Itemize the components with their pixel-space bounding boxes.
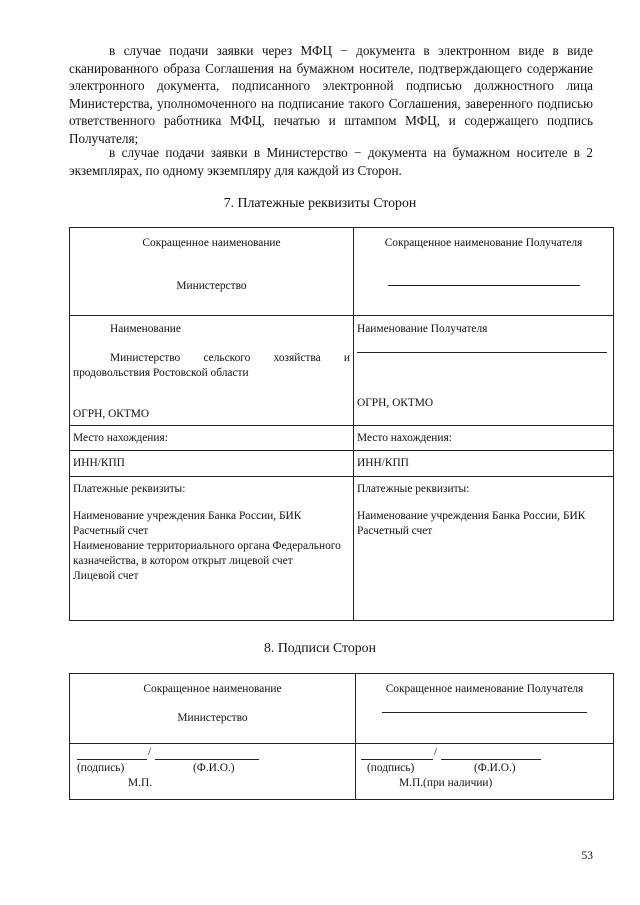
sig-cell-left: [70, 744, 356, 800]
sig-right-short-name-blank: [382, 700, 587, 713]
left-name-value: Министерство сельского хозяйства и продовольствия Ростовской области: [73, 352, 350, 379]
left-location-label: Место нахождения:: [70, 426, 354, 451]
sig-right-signature-label: (подпись): [367, 762, 415, 774]
sig-cell-left-short-name: [70, 674, 356, 744]
sig-left-fio-label: (Ф.И.О.): [193, 762, 235, 774]
left-treasury-label: Наименование территориального органа Федерального казначейства, в котором открыт лицевой счет: [73, 540, 341, 567]
sig-left-blank-lines: /: [73, 746, 352, 760]
left-account-label: Расчетный счет: [73, 525, 149, 537]
cell-right-name: [354, 316, 614, 426]
cell-left-name: [70, 316, 354, 426]
sig-cell-right-short-name: [356, 674, 614, 744]
section-7-title: 7. Платежные реквизиты Сторон: [223, 195, 417, 210]
cell-left-payment: [70, 477, 354, 621]
sig-right-short-name-label: Сокращенное наименование Получателя: [385, 683, 584, 695]
table-row: [70, 451, 614, 477]
sig-right-signature-line: [361, 746, 433, 760]
left-payment-label: Платежные реквизиты:: [73, 483, 186, 495]
left-ogrn-label: ОГРН, ОКТМО: [73, 408, 150, 420]
left-inn-label: ИНН/КПП: [70, 451, 354, 477]
signatures-table: [69, 673, 614, 800]
table-row: [70, 426, 614, 451]
sig-left-signature-line: [77, 746, 147, 760]
sig-left-stamp: М.П.: [128, 777, 153, 789]
table-row: [70, 477, 614, 621]
sig-left-short-name-label: Сокращенное наименование: [143, 683, 282, 695]
table-row: [70, 228, 614, 316]
right-account-label: Расчетный счет: [357, 525, 433, 537]
section-8-title: 8. Подписи Сторон: [264, 640, 376, 655]
right-ogrn-label: ОГРН, ОКТМО: [357, 397, 434, 409]
sig-right-fio-line: [441, 746, 541, 760]
payment-details-table: [69, 227, 614, 621]
page-number: 53: [581, 850, 593, 862]
right-payment-label: Платежные реквизиты:: [357, 483, 470, 495]
cell-left-short-name: [70, 228, 354, 316]
sig-cell-right: [356, 744, 614, 800]
right-bank-label: Наименование учреждения Банка России, БИК: [357, 510, 586, 522]
sig-left-signature-label: (подпись): [77, 762, 125, 774]
left-short-name-label: Сокращенное наименование: [142, 237, 281, 249]
table-row: [70, 674, 614, 744]
table-row: [70, 316, 614, 426]
sig-left-fio-line: [155, 746, 259, 760]
right-inn-label: ИНН/КПП: [354, 451, 614, 477]
sig-right-fio-label: (Ф.И.О.): [474, 762, 516, 774]
sig-left-short-name-value: Министерство: [177, 712, 248, 724]
right-name-label: Наименование Получателя: [357, 323, 488, 335]
cell-right-payment: [354, 477, 614, 621]
cell-right-short-name: [354, 228, 614, 316]
left-short-name-value: Министерство: [176, 280, 247, 292]
right-short-name-blank: [388, 273, 580, 286]
table-row: [70, 744, 614, 800]
paragraph-mfc: в случае подачи заявки через МФЦ − документа в электронном виде в виде сканированного образа Соглашения на бумажном носителе, подтверждающего содержание электронного документа, подписанного электронной подписью должностного лица Министерства, уполномоченного на подписание такого Соглашения, заверенного подписью ответственного работника МФЦ, печатью и штампом МФЦ, и содержащего подпись Получателя;: [69, 43, 593, 146]
sig-right-blank-lines: /: [359, 746, 610, 760]
sig-right-stamp: М.П.(при наличии): [399, 777, 493, 789]
right-name-blank: [357, 340, 607, 353]
left-personal-account-label: Лицевой счет: [73, 570, 139, 582]
left-name-label: Наименование: [110, 323, 181, 335]
left-bank-label: Наименование учреждения Банка России, БИК: [73, 510, 302, 522]
right-short-name-label: Сокращенное наименование Получателя: [384, 237, 583, 249]
right-location-label: Место нахождения:: [354, 426, 614, 451]
paragraph-ministry: в случае подачи заявки в Министерство − документа на бумажном носителе в 2 экземплярах, по одному экземпляру для каждой из Сторон.: [69, 145, 593, 178]
